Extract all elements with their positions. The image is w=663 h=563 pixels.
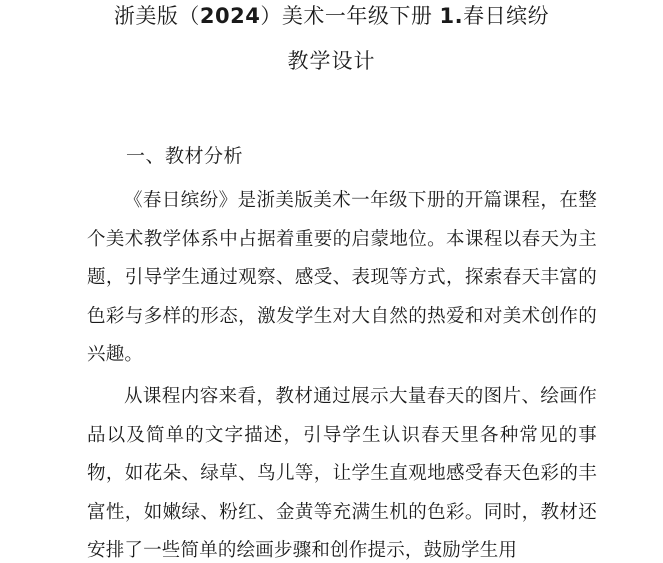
paragraph: 《春日缤纷》是浙美版美术一年级下册的开篇课程，在整个美术教学体系中占据着重要的启蒙地位。本课程以春天为主题，引导学生通过观察、感受、表现等方式，探索春天丰富的色彩与多样的形态，激发学生对大自然的热爱和对美术创作的兴趣。 [87,190,597,365]
document-title [0,2,663,30]
paragraph: 从课程内容来看，教材通过展示大量春天的图片、绘画作品以及简单的文字描述，引导学生认识春天里各种常见的事物，如花朵、绿草、鸟儿等，让学生直观地感受春天色彩的丰富性，如嫩绿、粉红、金黄等充满生机的色彩。同时，教材还安排了一些简单的绘画步骤和创作提示，鼓励学生用 [87,386,597,561]
document-subtitle: 教学设计 [287,49,376,73]
title-lesson-number: 1. [439,4,464,28]
title-year: 2024 [199,4,261,28]
title-lesson-name: 春日缤纷 [463,4,550,28]
title-prefix: 浙美版（ [113,4,200,28]
title-middle: ）美术一年级下册 [260,4,440,28]
section-heading: 一、教材分析 [126,145,244,167]
